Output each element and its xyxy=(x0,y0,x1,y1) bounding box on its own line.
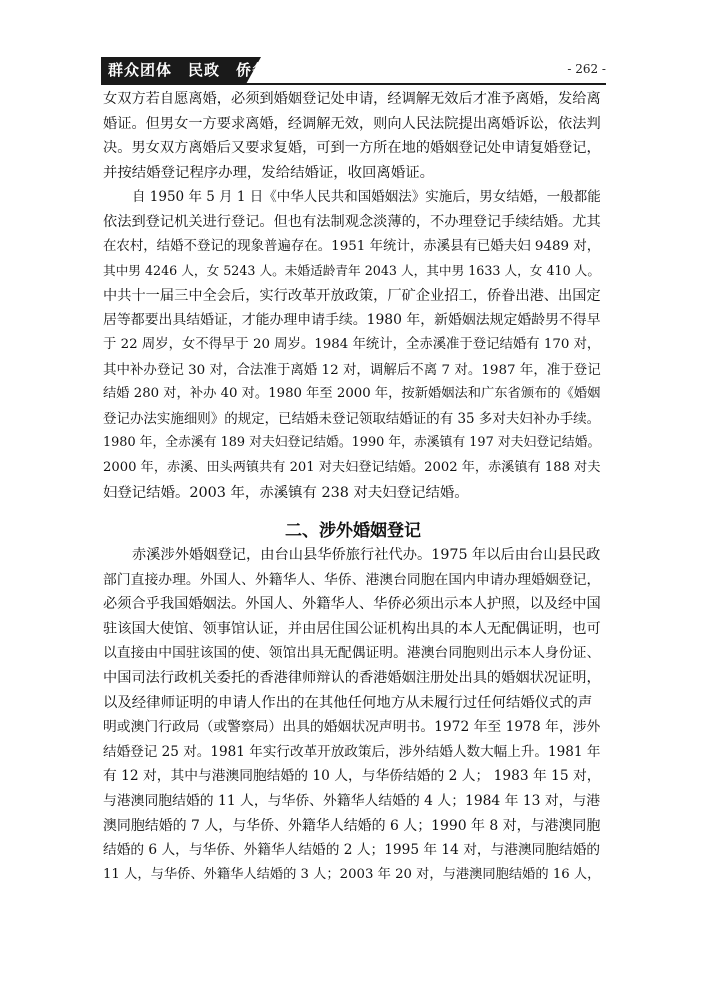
text-line: 结婚的 6 人，与华侨、外籍华人结婚的 2 人；1995 年 14 对，与港澳同胞结婚的 xyxy=(103,842,601,859)
text-line: 1980 年，全赤溪有 189 对夫妇登记结婚。1990 年，赤溪镇有 197 对夫妇登记结婚。 xyxy=(103,435,601,451)
page-body xyxy=(103,87,603,887)
text-line: 中共十一届三中全会后，实行改革开放政策，厂矿企业招工，侨眷出港、出国定 xyxy=(103,287,601,304)
text-line: 部门直接办理。外国人、外籍华人、华侨、港澳台同胞在国内申请办理婚姻登记， xyxy=(103,571,601,588)
text-line: 其中男 4246 人，女 5243 人。未婚适龄青年 2043 人，其中男 1633 人，女 410 人。 xyxy=(103,263,600,279)
text-line: 在农村，结婚不登记的现象普遍存在。1951 年统计，赤溪县有已婚夫妇 9489 对， xyxy=(103,238,601,254)
text-line: 依法到登记机关进行登记。但也有法制观念淡薄的，不办理登记手续结婚。尤其 xyxy=(103,213,601,230)
text-line: 婚证。但男女一方要求离婚，经调解无效，则向人民法院提出离婚诉讼，依法判 xyxy=(103,115,601,132)
text-line: 必须合乎我国婚姻法。外国人、外籍华人、华侨必须出示本人护照，以及经中国 xyxy=(103,596,601,613)
text-line: 女双方若自愿离婚，必须到婚姻登记处申请，经调解无效后才准予离婚，发给离 xyxy=(103,91,601,107)
text-line: 妇登记结婚。2003 年，赤溪镇有 238 对夫妇登记结婚。 xyxy=(103,484,469,501)
text-line: 澳同胞结婚的 7 人，与华侨、外籍华人结婚的 6 人；1990 年 8 对，与港澳同胞 xyxy=(103,817,601,834)
text-line: 中国司法行政机关委托的香港律师辩认的香港婚姻注册处出具的婚姻状况证明， xyxy=(103,670,601,687)
header-rule xyxy=(101,83,606,85)
text-line: 于 22 周岁，女不得早于 20 周岁。1984 年统计，全赤溪准于登记结婚有 170 对， xyxy=(103,336,601,352)
text-line: 明或澳门行政局（或警察局）出具的婚姻状况声明书。1972 年至 1978 年，涉外 xyxy=(103,719,601,736)
text-line: 2000 年，赤溪、田头两镇共有 201 对夫妇登记结婚。2002 年，赤溪镇有 188 对夫 xyxy=(103,459,601,475)
text-line: 以及经律师证明的申请人作出的在其他任何地方从未履行过任何结婚仪式的声 xyxy=(103,694,593,711)
paragraph-divorce-procedure xyxy=(103,87,603,185)
running-header-title: 群众团体 民政 侨务 xyxy=(108,61,269,79)
paragraph-marriage-registration xyxy=(103,185,603,505)
text-line: 决。男女双方离婚后又要求复婚，可到一方所在地的婚姻登记处申请复婚登记， xyxy=(103,140,601,157)
text-line: 结婚 280 对，补办 40 对。1980 年至 2000 年，按新婚姻法和广东省颁布的《婚姻 xyxy=(103,386,601,402)
paragraph-foreign-marriage xyxy=(103,543,603,887)
text-line: 有 12 对，其中与港澳同胞结婚的 10 人，与华侨结婚的 2 人； 1983 年 15 对， xyxy=(103,768,601,785)
text-line: 登记办法实施细则》的规定，已结婚未登记领取结婚证的有 35 多对夫妇补办手续。 xyxy=(103,410,601,427)
text-line: 与港澳同胞结婚的 11 人，与华侨、外籍华人结婚的 4 人；1984 年 13 对，与港 xyxy=(103,793,601,810)
text-line: 11 人，与华侨、外籍华人结婚的 3 人；2003 年 20 对，与港澳同胞结婚的 16 人， xyxy=(103,866,601,882)
text-line: 居等都要出具结婚证，才能办理申请手续。1980 年，新婚姻法规定婚龄男不得早 xyxy=(103,312,601,329)
page-number: - 262 - xyxy=(567,62,606,76)
text-line: 赤溪涉外婚姻登记，由台山县华侨旅行社代办。1975 年以后由台山县民政 xyxy=(132,547,601,564)
text-line: 其中补办登记 30 对，合法准于离婚 12 对，调解后不离 7 对。1987 年，准于登记 xyxy=(103,361,601,378)
text-line: 驻该国大使馆、领事馆认证，并由居住国公证机构出具的本人无配偶证明，也可 xyxy=(103,620,601,637)
text-line: 自 1950 年 5 月 1 日《中华人民共和国婚姻法》实施后，男女结婚，一般都能 xyxy=(132,189,601,206)
text-line: 并按结婚登记程序办理，发给结婚证，收回离婚证。 xyxy=(103,164,434,181)
text-line: 结婚登记 25 对。1981 年实行改革开放政策后，涉外结婚人数大幅上升。1981 年 xyxy=(103,743,601,760)
section-heading: 二、涉外婚姻登记 xyxy=(285,521,421,542)
text-line: 以直接由中国驻该国的使、领馆出具无配偶证明。港澳台同胞则出示本人身份证、 xyxy=(103,645,601,662)
